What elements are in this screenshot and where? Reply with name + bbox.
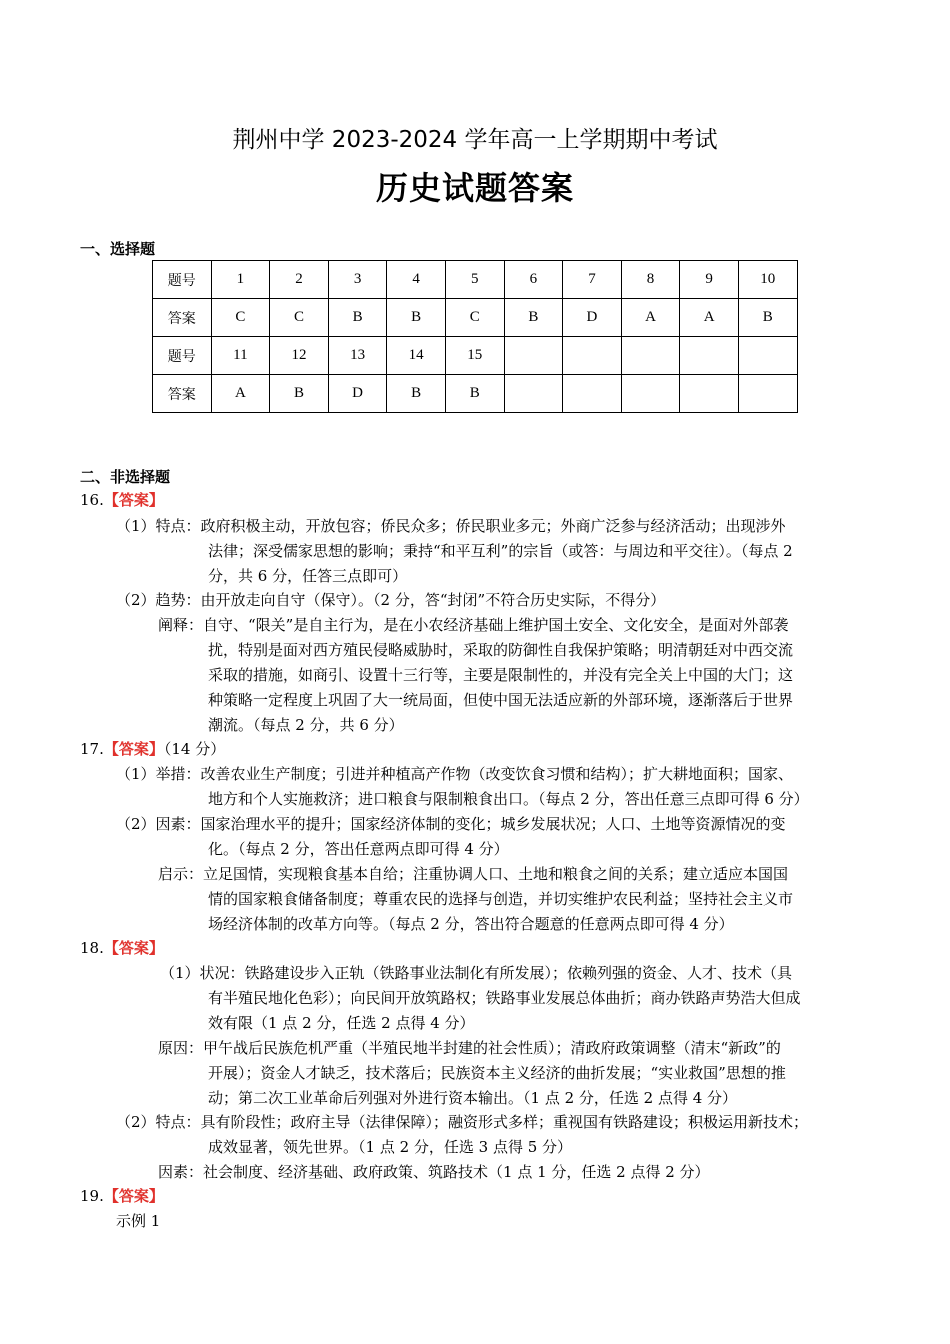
- section-1-title: 一、选择题: [80, 240, 156, 258]
- q16-line: 阐释：自守、“限关”是自主行为，是在小农经济基础上维护国土安全、文化安全，是面对外部袭: [158, 616, 789, 634]
- table-header-label: 题号: [153, 337, 212, 375]
- table-cell: B: [738, 299, 797, 337]
- table-cell: A: [211, 375, 270, 413]
- question-19-heading: [80, 1186, 164, 1206]
- answer-tag: 【答案】: [103, 491, 164, 509]
- table-cell: [680, 375, 739, 413]
- school-exam-line: 荆州中学 2023-2024 学年高一上学期期中考试: [232, 127, 718, 153]
- answer-tag: 【答案】: [103, 939, 164, 957]
- q17-line: 化。（每点 2 分，答出任意两点即可得 4 分）: [208, 840, 509, 858]
- table-answer-label: 答案: [153, 375, 212, 413]
- question-number: 18.: [80, 939, 104, 957]
- q17-line: （2）因素：国家治理水平的提升；国家经济体制的变化；城乡发展状况；人口、土地等资源情况的变: [116, 815, 786, 833]
- question-18-heading: [80, 938, 164, 958]
- table-cell: 5: [445, 261, 504, 299]
- table-cell: C: [211, 299, 270, 337]
- table-cell: D: [563, 299, 622, 337]
- table-cell: [680, 337, 739, 375]
- q16-line: 种策略一定程度上巩固了大一统局面，但使中国无法适应新的外部环境，逐渐落后于世界: [208, 691, 794, 709]
- table-cell: B: [445, 375, 504, 413]
- table-row: [153, 299, 798, 337]
- table-cell: A: [680, 299, 739, 337]
- table-cell: [621, 337, 680, 375]
- q17-line: （1）举措：改善农业生产制度；引进并种植高产作物（改变饮食习惯和结构）；扩大耕地面积；国家、: [116, 765, 794, 783]
- table-cell: B: [387, 299, 446, 337]
- table-cell: C: [445, 299, 504, 337]
- table-cell: B: [328, 299, 387, 337]
- section-2-title: 二、非选择题: [80, 468, 171, 486]
- table-cell: 13: [328, 337, 387, 375]
- q18-line: 原因：甲午战后民族危机严重（半殖民地半封建的社会性质）；清政府政策调整（清末“新政”的: [158, 1039, 781, 1057]
- q16-line: 扰，特别是面对西方殖民侵略威胁时，采取的防御性自我保护策略；明清朝廷对中西交流: [208, 641, 794, 659]
- table-cell: D: [328, 375, 387, 413]
- table-cell: [563, 375, 622, 413]
- exam-title: 历史试题答案: [375, 169, 574, 207]
- table-cell: B: [504, 299, 563, 337]
- table-cell: [738, 337, 797, 375]
- table-cell: B: [270, 375, 329, 413]
- q18-line: 效有限（1 点 2 分，任选 2 点得 4 分）: [208, 1014, 475, 1032]
- q16-line: 潮流。（每点 2 分，共 6 分）: [208, 716, 404, 734]
- table-cell: [504, 375, 563, 413]
- table-cell: 4: [387, 261, 446, 299]
- table-cell: 11: [211, 337, 270, 375]
- q18-line: 开展）；资金人才缺乏，技术落后；民族资本主义经济的曲折发展；“实业救国”思想的推: [208, 1064, 786, 1082]
- question-number: 16.: [80, 491, 104, 509]
- answer-tag: 【答案】: [103, 1187, 164, 1205]
- q16-line: （2）趋势：由开放走向自守（保守）。（2 分，答“封闭”不符合历史实际，不得分）: [116, 591, 666, 609]
- q17-line: 情的国家粮食储备制度；尊重农民的选择与创造，并切实维护农民利益；坚持社会主义市: [208, 890, 794, 908]
- table-answer-label: 答案: [153, 299, 212, 337]
- q18-line: 因素：社会制度、经济基础、政府政策、筑路技术（1 点 1 分，任选 2 点得 2 分）: [158, 1163, 710, 1181]
- question-score: （14 分）: [163, 740, 226, 758]
- q16-line: （1）特点：政府积极主动，开放包容；侨民众多；侨民职业多元；外商广泛参与经济活动；出现涉外: [116, 517, 786, 535]
- table-row: [153, 261, 798, 299]
- q18-line: （1）状况：铁路建设步入正轨（铁路事业法制化有所发展）；依赖列强的资金、人才、技术（具: [160, 964, 793, 982]
- table-cell: 1: [211, 261, 270, 299]
- table-cell: [563, 337, 622, 375]
- q17-line: 地方和个人实施救济；进口粮食与限制粮食出口。（每点 2 分，答出任意三点即可得 6 分）: [208, 790, 809, 808]
- q16-line: 法律；深受儒家思想的影响；秉持“和平互利”的宗旨（或答：与周边和平交往）。（每点 2: [208, 542, 793, 560]
- table-cell: [621, 375, 680, 413]
- table-row: [153, 337, 798, 375]
- table-cell: [504, 337, 563, 375]
- table-cell: 14: [387, 337, 446, 375]
- answer-tag: 【答案】: [103, 740, 164, 758]
- table-cell: A: [621, 299, 680, 337]
- q19-example: 示例 1: [116, 1212, 161, 1230]
- table-cell: 3: [328, 261, 387, 299]
- q16-line: 采取的措施，如商引、设置十三行等，主要是限制性的，并没有完全关上中国的大门；这: [208, 666, 794, 684]
- table-cell: 9: [680, 261, 739, 299]
- q18-line: 动；第二次工业革命后列强对外进行资本输出。（1 点 2 分，任选 2 点得 4 分）: [208, 1089, 738, 1107]
- table-cell: 6: [504, 261, 563, 299]
- table-cell: 10: [738, 261, 797, 299]
- question-17-heading: [80, 739, 225, 759]
- table-cell: 8: [621, 261, 680, 299]
- table-cell: 15: [445, 337, 504, 375]
- table-cell: 2: [270, 261, 329, 299]
- table-cell: C: [270, 299, 329, 337]
- q18-line: （2）特点：具有阶段性；政府主导（法律保障）；融资形式多样；重视国有铁路建设；积极运用新技术；: [116, 1113, 809, 1131]
- q17-line: 启示：立足国情，实现粮食基本自给；注重协调人口、土地和粮食之间的关系；建立适应本国国: [158, 865, 789, 883]
- q17-line: 场经济体制的改革方向等。（每点 2 分，答出符合题意的任意两点即可得 4 分）: [208, 915, 734, 933]
- q18-line: 有半殖民地化色彩）；向民间开放筑路权；铁路事业发展总体曲折；商办铁路声势浩大但成: [208, 989, 801, 1007]
- question-number: 19.: [80, 1187, 104, 1205]
- table-row: [153, 375, 798, 413]
- table-cell: 7: [563, 261, 622, 299]
- table-cell: 12: [270, 337, 329, 375]
- answer-table: [152, 260, 798, 413]
- q18-line: 成效显著，领先世界。（1 点 2 分，任选 3 点得 5 分）: [208, 1138, 573, 1156]
- table-cell: [738, 375, 797, 413]
- table-header-label: 题号: [153, 261, 212, 299]
- table-cell: B: [387, 375, 446, 413]
- question-16-heading: [80, 490, 164, 510]
- q16-line: 分，共 6 分，任答三点即可）: [208, 567, 408, 585]
- question-number: 17.: [80, 740, 104, 758]
